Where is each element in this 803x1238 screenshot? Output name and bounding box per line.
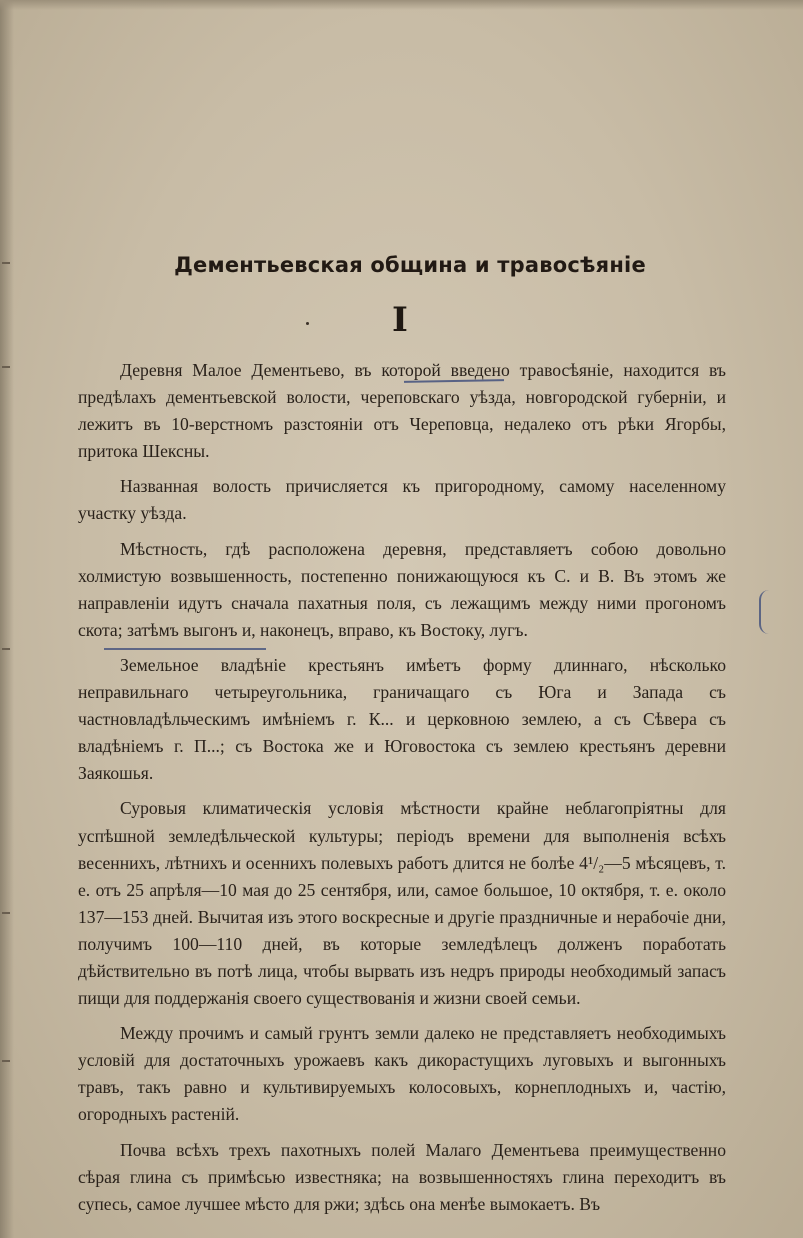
margin-tick [2, 1060, 10, 1062]
paragraph: Деревня Малое Дементьево, въ которой введено травосѣяніе, находится въ предѣлахъ дементьевской волости, череповскаго уѣзда, новгородской губерніи, и лежитъ въ 10-верстномъ разстояніи отъ Череповца, недалеко отъ рѣки Ягорбы, притока Шексны. [78, 360, 726, 462]
paragraph: Суровыя климатическія условія мѣстности крайне неблагопріятны для успѣшной земледѣльческой культуры; періодъ времени для выполненія всѣхъ весеннихъ, лѣтнихъ и осеннихъ полевыхъ работъ длится не болѣе 4¹/₂—5 мѣсяцевъ, т. е. отъ 25 апрѣля—10 мая до 25 сентября, или, самое большое, 10 октября, т. е. около 137—153 дней. Вычитая изъ этого воскресные и другіе праздничные и нерабочіе дни, получимъ 100—110 дней, въ которые земледѣлецъ долженъ поработать дѣйствительно въ потѣ лица, чтобы вырвать изъ недръ природы необходимый запасъ пищи для поддержанія своего существованія и жизни своей семьи. [78, 798, 726, 1009]
page-title: Дементьевская община и травосѣяніе [174, 253, 646, 277]
paragraph: Почва всѣхъ трехъ пахотныхъ полей Малаго Дементьева преимущественно сѣрая глина съ примѣсью известняка; на возвышенностяхъ глина переходитъ въ супесь, самое лучшее мѣсто для ржи; здѣсь она менѣе вымокаетъ. Въ [78, 1139, 726, 1214]
margin-tick [2, 648, 10, 650]
paragraph: Мѣстность, гдѣ расположена деревня, представляетъ собою довольно холмистую возвышенность, постепенно понижающуюся къ С. и В. Въ этомъ же направленіи идутъ сначала пахатныя поля, съ лежащимъ между ними прогономъ скота; затѣмъ выгонъ и, наконецъ, вправо, къ Востоку, лугъ. [78, 538, 726, 640]
margin-tick [2, 912, 10, 914]
page-edge-shadow-left [0, 0, 14, 1238]
pen-margin-bracket [759, 590, 771, 634]
margin-tick [2, 262, 10, 264]
paragraph: Между прочимъ и самый грунтъ земли далеко не представляетъ необходимыхъ условій для достаточныхъ урожаевъ какъ дикорастущихъ луговыхъ и выгонныхъ травъ, такъ равно и культивируемыхъ колосовыхъ, корнеплодныхъ и, частію, огородныхъ растеній. [78, 1023, 726, 1125]
ink-dot [306, 322, 309, 325]
section-number: I [392, 300, 408, 340]
body-text [78, 357, 726, 1226]
paragraph: Названная волость причисляется къ пригородному, самому населенному участку уѣзда. [78, 476, 726, 524]
margin-tick [2, 366, 10, 368]
paragraph: Земельное владѣніе крестьянъ имѣетъ форму длиннаго, нѣсколько неправильнаго четыреугольника, граничащаго съ Юга и Запада съ частновладѣльческимъ имѣніемъ г. К... и церковною землею, а съ Сѣвера съ владѣніемъ г. П...; съ Востока же и Юговостока съ землею крестьянъ деревни Заякошья. [78, 654, 726, 784]
page-edge-shadow-top [0, 0, 803, 10]
